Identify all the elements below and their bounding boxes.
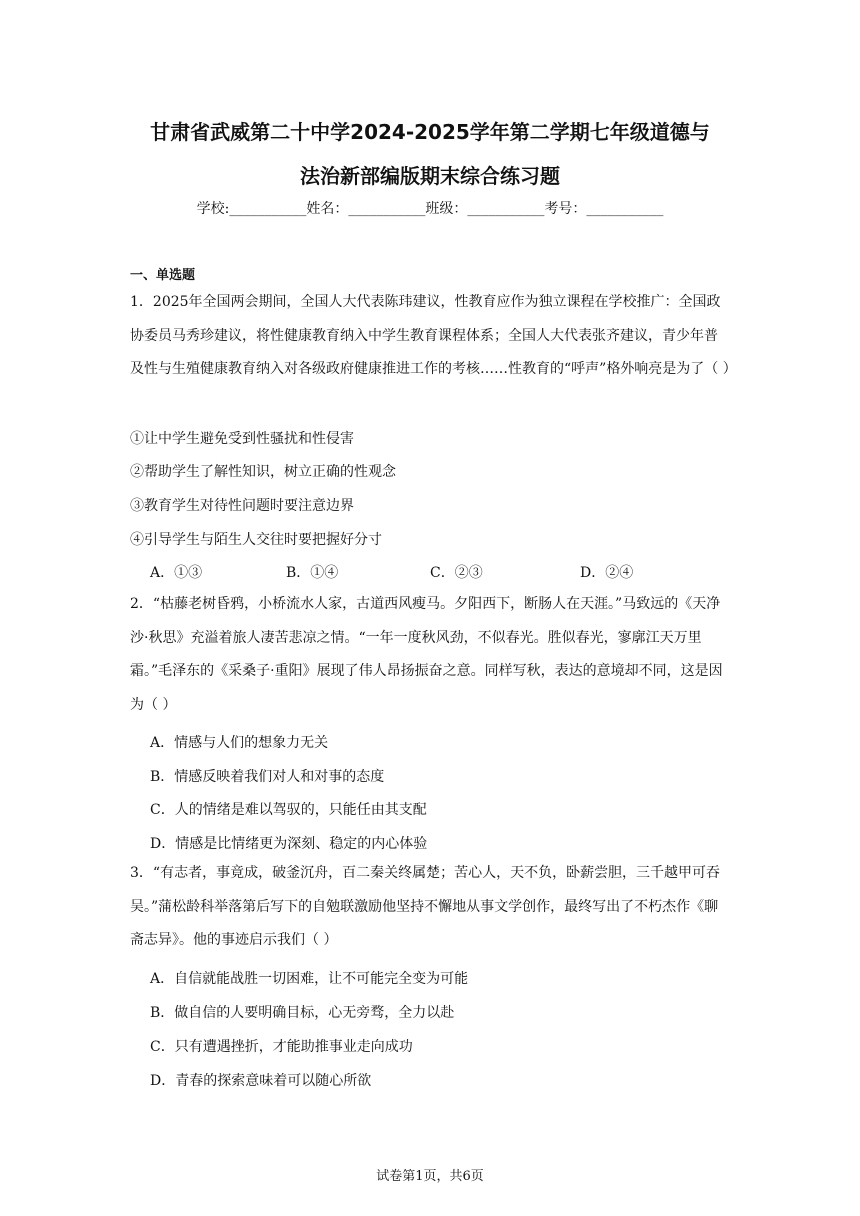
question-1-statement-3: ③教育学生对待性问题时要注意边界 (130, 498, 354, 514)
student-info-line: 学校:___________姓名：___________班级：___________考号：___________ (196, 201, 664, 217)
question-3-option-b: B．做自信的人要明确目标，心无旁骛，全力以赴 (150, 1005, 455, 1021)
question-2-option-a: A．情感与人们的想象力无关 (150, 735, 329, 751)
question-3-option-a: A．自信就能战胜一切困难，让不可能完全变为可能 (150, 971, 469, 987)
question-2-stem: 2．“枯藤老树昏鸦，小桥流水人家，古道西风瘦马。夕阳西下，断肠人在天涯。”马致远的《天净沙·秋思》充溢着旅人凄苦悲凉之情。“一年一度秋风劲，不似春光。胜似春光，寥廓江天万里霜。”毛泽东的《采桑子·重阳》展现了伟人昂扬振奋之意。同样写秋，表达的意境却不同，这是因为（ ） (130, 596, 723, 713)
page-footer: 试卷第1页，共6页 (376, 1169, 484, 1184)
question-3-option-d: D．青春的探索意味着可以随心所欲 (150, 1073, 372, 1089)
question-2-option-b: B．情感反映着我们对人和对事的态度 (150, 769, 385, 785)
question-1-stem: 1．2025年全国两会期间，全国人大代表陈玮建议，性教育应作为独立课程在学校推广：全国政协委员马秀珍建议，将性健康教育纳入中学生教育课程体系；全国人大代表张齐建议，青少年普及性与生殖健康教育纳入对各级政府健康推进工作的考核……性教育的“呼声”格外响亮是为了（ ） (130, 294, 737, 377)
question-1-option-c: C．②③ (430, 565, 483, 581)
question-1-option-b: B．①④ (286, 565, 339, 581)
question-2-option-c: C．人的情绪是难以驾驭的，只能任由其支配 (150, 802, 427, 818)
section-heading: 一、单选题 (130, 268, 196, 283)
question-1-option-d: D．②④ (580, 565, 634, 581)
question-1-option-a: A．①③ (150, 565, 203, 581)
question-1-statement-4: ④引导学生与陌生人交往时要把握好分寸 (130, 532, 382, 548)
question-3-stem: 3．“有志者，事竟成，破釜沉舟，百二秦关终属楚；苦心人，天不负，卧薪尝胆，三千越甲可吞吴。”蒲松龄科举落第后写下的自勉联激励他坚持不懈地从事文学创作，最终写出了不朽杰作《聊斋志异》。他的事迹启示我们（ ） (130, 865, 721, 948)
question-1-statement-1: ①让中学生避免受到性骚扰和性侵害 (130, 431, 354, 447)
question-1-statement-2: ②帮助学生了解性知识，树立正确的性观念 (130, 464, 396, 480)
question-3-option-c: C．只有遭遇挫折，才能助推事业走向成功 (150, 1039, 413, 1055)
exam-title-line-2: 法治新部编版期末综合练习题 (300, 164, 560, 188)
question-2-option-d: D．情感是比情绪更为深刻、稳定的内心体验 (150, 836, 428, 852)
exam-title-line-1: 甘肃省武威第二十中学2024-2025学年第二学期七年级道德与 (150, 120, 710, 144)
question-1-options (150, 562, 750, 582)
